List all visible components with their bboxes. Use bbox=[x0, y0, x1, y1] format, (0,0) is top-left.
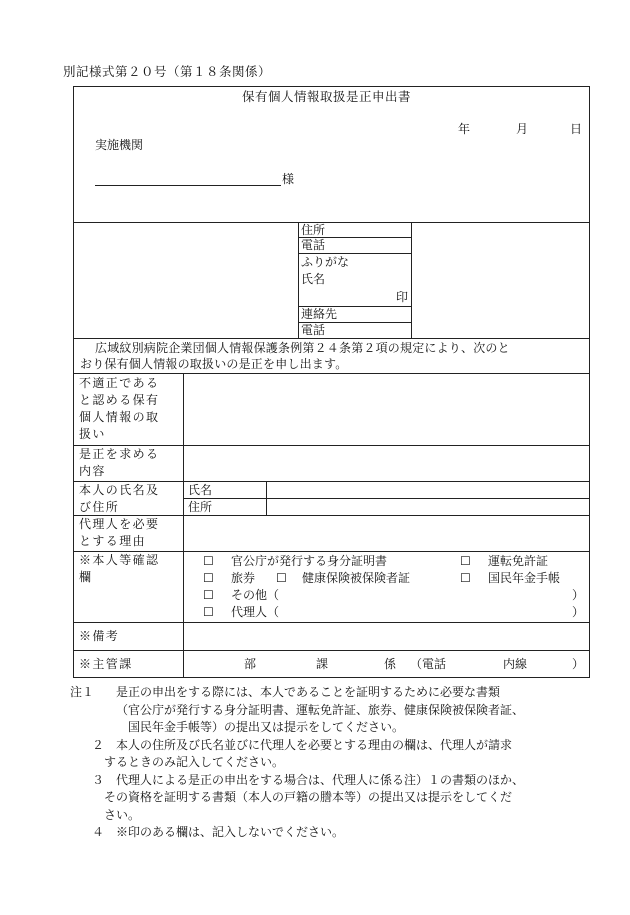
form-title: 保有個人情報取扱是正申出書 bbox=[242, 89, 412, 104]
note-1: 注１ 是正の申出をする際には、本人であることを証明するために必要な書類 （官公庁が発行する身分証明書、運転免許証、旅券、健康保険被保険者証、 国民年金手帳等）の提出又は提示をしてください。 bbox=[70, 685, 525, 734]
applicant-contact-phone-label: 電話 bbox=[301, 323, 326, 337]
applicant-address-label: 住所 bbox=[301, 223, 326, 237]
applicant-name-label: 氏名 bbox=[301, 272, 326, 286]
person-name-field[interactable] bbox=[267, 482, 589, 497]
date-year-label[interactable]: 年 bbox=[458, 122, 471, 136]
agency-name-line[interactable] bbox=[95, 185, 281, 186]
dept-ka: 課 bbox=[316, 657, 329, 671]
note-4: ４ ※印のある欄は、記入しないでください。 bbox=[92, 825, 345, 839]
notes-section bbox=[70, 684, 590, 842]
identity-check-label: ※本人等確認 欄 bbox=[79, 553, 160, 584]
agent-close-paren: ） bbox=[572, 605, 585, 619]
seal-mark: 印 bbox=[396, 290, 409, 304]
note-2: ２ 本人の住所及び氏名並びに代理人を必要とする理由の欄は、代理人が請求 するときのみ記入してください。 bbox=[92, 737, 513, 769]
gov-id-checkbox[interactable]: ☐ bbox=[203, 554, 214, 568]
applicant-furigana-label: ふりがな bbox=[301, 255, 350, 269]
passport-checkbox[interactable]: ☐ bbox=[203, 571, 214, 585]
passport-option: 旅券 bbox=[231, 571, 256, 585]
applicant-contact-label: 連絡先 bbox=[301, 307, 338, 321]
statement-line-2: おり保有個人情報の取扱いの是正を申し出ます。 bbox=[80, 357, 348, 371]
form-number-caption: 別記様式第２０号（第１８条関係） bbox=[63, 64, 272, 79]
addressee-suffix: 様 bbox=[282, 172, 295, 186]
date-month-label[interactable]: 月 bbox=[516, 122, 529, 136]
correction-content-label: 是正を求める 内容 bbox=[79, 447, 160, 478]
dept-close-paren: ） bbox=[572, 657, 585, 671]
agent-reason-field[interactable] bbox=[184, 516, 589, 550]
applicant-phone-label: 電話 bbox=[301, 238, 326, 252]
header-divider bbox=[73, 222, 590, 223]
person-name-label: 氏名 bbox=[188, 483, 213, 497]
correction-content-field[interactable] bbox=[184, 446, 589, 480]
other-option: その他（ bbox=[231, 588, 280, 602]
other-checkbox[interactable]: ☐ bbox=[203, 588, 214, 602]
license-checkbox[interactable]: ☐ bbox=[460, 554, 471, 568]
improper-handling-field[interactable] bbox=[184, 374, 589, 444]
applicant-box-left bbox=[298, 222, 299, 338]
license-option: 運転免許証 bbox=[488, 554, 549, 568]
person-address-label: 住所 bbox=[188, 500, 213, 514]
pension-option: 国民年金手帳 bbox=[488, 571, 561, 585]
applicant-divider bbox=[73, 338, 590, 339]
applicant-box-right bbox=[411, 222, 412, 338]
statement-line-1: 広域紋別病院企業団個人情報保護条例第２４条第２項の規定により、次のと bbox=[95, 341, 510, 355]
remarks-label: ※備考 bbox=[79, 629, 120, 643]
remarks-field[interactable] bbox=[184, 623, 589, 649]
gov-id-option: 官公庁が発行する身分証明書 bbox=[231, 554, 388, 568]
row-divider-6 bbox=[73, 650, 590, 651]
person-address-field[interactable] bbox=[267, 499, 589, 514]
improper-handling-label: 不適正である と認める保有 個人情報の取 扱い bbox=[79, 376, 160, 441]
date-day-label[interactable]: 日 bbox=[570, 122, 583, 136]
note-3: ３ 代理人による是正の申出をする場合は、代理人に係る注）１の書類のほか、 その資格を証明する書類（本人の戸籍の謄本等）の提出又は提示をしてくだ さい。 bbox=[92, 772, 525, 822]
agent-reason-label: 代理人を必要 とする理由 bbox=[79, 517, 160, 548]
dept-label: ※主管課 bbox=[79, 657, 133, 671]
insurance-checkbox[interactable]: ☐ bbox=[276, 571, 287, 585]
other-close-paren: ） bbox=[572, 588, 585, 602]
dept-kakari: 係 bbox=[384, 657, 397, 671]
agent-checkbox[interactable]: ☐ bbox=[203, 605, 214, 619]
person-name-address-label: 本人の氏名及 び住所 bbox=[79, 483, 160, 514]
dept-bu: 部 bbox=[244, 657, 257, 671]
insurance-option: 健康保険被保険者証 bbox=[302, 571, 411, 585]
pension-checkbox[interactable]: ☐ bbox=[460, 571, 471, 585]
agent-option: 代理人（ bbox=[231, 605, 280, 619]
dept-phone: （電話 bbox=[410, 657, 447, 671]
agency-label: 実施機関 bbox=[95, 138, 144, 152]
dept-ext: 内線 bbox=[503, 657, 528, 671]
